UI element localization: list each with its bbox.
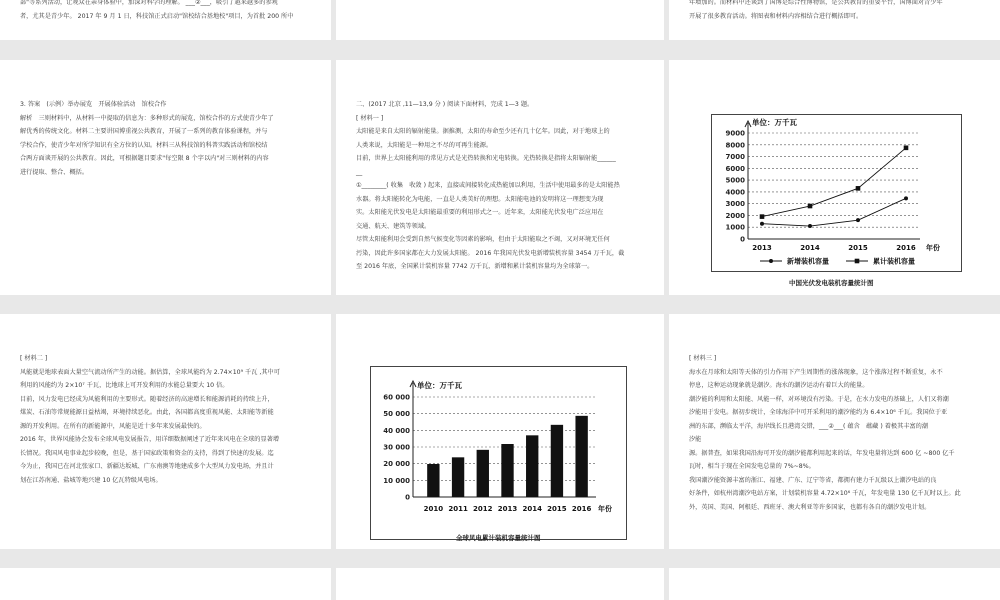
text-line: 污染，因此许多国家都在大力发展太阳能。 2016 年我国光伏发电新增装机容量 3454 万千瓦，截 — [356, 249, 625, 257]
bar — [551, 425, 563, 497]
text-line: 外，英国、美国、阿根廷、西班牙、澳大利亚等许多国家，也都有各自的潮汐发电计划。 — [689, 503, 931, 511]
text-line: 煤炭、石油等常规能源日益枯竭，环境持续恶化。由此，各国都高度重视风能、太阳能等新能 — [20, 409, 274, 416]
bar — [575, 416, 587, 497]
y-tick-label: 30 000 — [383, 443, 410, 452]
y-tick-label: 4000 — [725, 188, 745, 197]
y-axis-label: 单位：万千瓦 — [417, 381, 462, 390]
x-tick-label: 2016 — [896, 244, 916, 252]
solar-chart — [712, 115, 961, 271]
text-line: 利用的风能约为 2×10⁷ 千瓦，比地球上可开发利用的水能总量要大 10 倍。 — [20, 382, 229, 389]
x-tick-label: 2014 — [522, 505, 542, 513]
top-left-text — [20, 0, 293, 23]
y-tick-label: 8000 — [725, 141, 745, 150]
data-point — [760, 214, 765, 219]
bar — [501, 444, 513, 497]
page-panel-wind-chart — [336, 314, 664, 549]
data-point — [808, 204, 813, 209]
legend-label: 新增装机容量 — [787, 257, 829, 266]
data-point — [760, 222, 764, 226]
y-tick-label: 5000 — [725, 176, 745, 185]
text-line: [ 材料一 ] — [356, 114, 384, 122]
text-line: [ 材料二 ] — [20, 355, 48, 362]
page-panel-material-one — [336, 60, 664, 295]
text-line: 目前，世界上太阳能利用的常见方式是光热转换和光电转换。光热转换是指将太阳辐射能______ — [356, 155, 616, 162]
data-point — [904, 196, 908, 200]
text-line: 进行提取、整合、概括。 — [20, 168, 89, 176]
text-line: __ — [356, 168, 363, 176]
x-tick-label: 2014 — [800, 244, 820, 252]
y-tick-label: 50 000 — [383, 410, 410, 419]
wind-chart-frame — [370, 366, 627, 540]
text-line: 人类来说，太阳能是一种用之不尽的可再生能源。 — [356, 141, 493, 149]
material-two-text — [20, 352, 280, 487]
page-panel-bottom-right — [669, 568, 1000, 600]
page-panel-bottom-left — [0, 568, 331, 600]
y-tick-label: 6000 — [725, 164, 745, 173]
text-line: 尽管太阳能利用会受到自然气候变化等因素的影响，但由于太阳能取之不竭，又对环境无任何 — [356, 236, 610, 243]
solar-chart-frame — [711, 114, 962, 272]
text-line: 划在江苏南通、盐城等地兴建 10 亿瓦特级风电场。 — [20, 476, 162, 484]
page-panel-solar-chart — [669, 60, 1000, 295]
y-tick-label: 3000 — [725, 200, 745, 209]
answer-text — [20, 98, 274, 179]
text-line: 源的开发利用。在所有的新能源中，风能是近十多年来发展最快的。 — [20, 422, 206, 430]
bar — [452, 457, 464, 497]
y-tick-label: 20 000 — [383, 460, 410, 469]
legend-marker — [769, 259, 773, 263]
x-tick-label: 2011 — [448, 505, 468, 513]
text-line: 今为止，我国已在河北张家口、新疆达坂城、广东南澳等地建成多个大型风力发电场，并且计 — [20, 463, 274, 470]
page-panel-top-left — [0, 0, 331, 40]
page-panel-bottom-middle — [336, 568, 664, 600]
x-tick-label: 2016 — [571, 505, 592, 513]
x-tick-label: 2013 — [752, 244, 772, 252]
legend-marker — [855, 259, 860, 264]
y-tick-label: 0 — [405, 493, 410, 502]
data-point — [808, 224, 812, 228]
text-line: 汐能 — [689, 436, 702, 443]
text-line: [ 材料三 ] — [689, 355, 717, 362]
text-line: 瓦时，相当于现在全国发电总量的 7%~8%。 — [689, 463, 815, 470]
text-line: 汐能用于发电。据初步统计，全球海洋中可开采利用的潮汐能约为 6.4×10⁶ 千瓦。我国位于亚 — [689, 409, 948, 416]
text-line: 太阳能是来自太阳的辐射能量。据推测，太阳的寿命至少还有几十亿年。因此，对于地球上的 — [356, 128, 610, 135]
page-panel-top-right — [669, 0, 1000, 40]
data-point — [904, 146, 909, 151]
text-line: 二、(2017 北京 ,11—13,9 分 ) 阅读下面材料，完成 1—3 题。 — [356, 101, 534, 108]
material-three-text — [689, 352, 961, 514]
text-line: 交通、航天、建筑等领域。 — [356, 222, 431, 230]
y-tick-label: 7000 — [725, 153, 745, 162]
x-axis-label: 年份 — [926, 244, 940, 252]
text-line: 解析 三则材料中，从材料一中提取的信息为：多种形式的展览，馆校合作的方式使青少年了 — [20, 114, 274, 122]
text-line: 年增加的。而材料中还谈到了国博是综合性博物馆，是公共教育的重要平台，国博面对青少年 — [689, 0, 943, 6]
solar-chart-caption: 中国光伏发电装机容量统计图 — [789, 279, 874, 287]
x-tick-label: 2015 — [848, 244, 868, 252]
y-tick-label: 1000 — [725, 223, 745, 232]
text-line: 开展了很多教育活动。将图表和材料内容相结合进行概括即可。 — [689, 12, 863, 20]
text-line: 学校合作，使青少年对所学知识有全方位的认知。材料三从科技馆的科普实践活动和馆校结 — [20, 141, 268, 149]
text-line: 停息，这种运动现象就是潮汐。海水的潮汐运动有着巨大的能量。 — [689, 382, 869, 389]
series-line — [762, 148, 906, 217]
x-axis-label: 年份 — [598, 505, 612, 513]
text-line: 合两方面谈开展的公共教育。因此，可根据题目要求"每空限 8 个字以内"对三则材料的内容 — [20, 155, 269, 162]
y-axis-label: 单位：万千瓦 — [752, 118, 797, 127]
text-line: 好条件，如杭州湾潮汐电站方案，计划装机容量 4.72×10⁶ 千瓦，年发电量 130 亿千瓦时以上。此 — [689, 490, 961, 497]
data-point — [856, 218, 860, 222]
text-line: 3. 答案 (示例）举办展览 开展体验活动 馆校合作 — [20, 101, 167, 108]
y-tick-label: 9000 — [725, 129, 745, 138]
page-panel-material-three — [669, 314, 1000, 549]
text-line: 部"等系列活动，让观众在亲身体验中，加深对科学的理解。 ___②___，吸引了越来越多的参观 — [20, 0, 278, 6]
text-line: 水器。将太阳能转化为电能，一直是人类美好的理想。太阳能电池的发明将这一理想变为现 — [356, 195, 604, 203]
text-line: 2016 年，世界风能协会发布全球风电发展报告，用详细数据阐述了近年来风电在全球的显著增 — [20, 436, 280, 443]
y-tick-label: 0 — [740, 235, 745, 244]
text-line: ①________( 收集 收敛 ) 起来，直接或间接转化成热能加以利用，生活中使用最多的是太阳能热 — [356, 182, 620, 189]
wind-chart-caption: 全球风电累计装机容量统计图 — [456, 534, 541, 542]
legend-label: 累计装机容量 — [873, 257, 915, 266]
wind-chart — [371, 367, 626, 539]
text-line: 至 2016 年底，全国累计装机容量 7742 万千瓦，新增和累计装机容量均为全球第一。 — [356, 263, 594, 270]
text-line: 长情况。我国风电事业起步较晚，但是，基于国家政策和资金的支持，得到了快速的发展。迄 — [20, 449, 274, 457]
top-right-text — [689, 0, 943, 23]
y-tick-label: 60 000 — [383, 393, 410, 402]
x-tick-label: 2012 — [473, 505, 493, 513]
text-line: 我国潮汐能资源丰富的浙江、福建、广东、辽宁等省，都拥有建力千瓦级以上潮汐电站的良 — [689, 476, 937, 484]
text-line: 源。据普查，如果我国沿海可开发的潮汐能都利用起来的话，年发电量将达到 600 亿 ~800 亿千 — [689, 449, 955, 457]
y-tick-label: 10 000 — [383, 476, 410, 485]
material-one-text — [356, 98, 624, 274]
x-tick-label: 2015 — [547, 505, 567, 513]
y-tick-label: 40 000 — [383, 426, 410, 435]
text-line: 者，尤其是青少年。 2017 年 9 月 1 日，科技馆正式启动"馆校结合基地校"项目，为首批 200 所中 — [20, 12, 294, 20]
bar — [427, 464, 439, 497]
text-line: 海水在月球和太阳等天体的引力作用下产生周期性的涨落现象，这个涨落过程不断重复，永不 — [689, 368, 943, 376]
bar — [526, 435, 538, 497]
data-point — [856, 186, 861, 191]
page-panel-top-middle — [336, 0, 664, 40]
x-tick-label: 2010 — [423, 505, 444, 513]
page-panel-material-two — [0, 314, 331, 549]
text-line: 解优秀的传统文化。材料二主要讲国博重视公共教育，开展了一系列的教育体验课程，并与 — [20, 128, 268, 135]
text-line: 洲的东部，濒临太平洋，海岸线长且港湾交错，___②___( 蕴含 蕴藏 ) 着极其丰富的潮 — [689, 422, 929, 430]
bar — [477, 450, 489, 497]
page-panel-answer — [0, 60, 331, 295]
y-tick-label: 2000 — [725, 211, 745, 220]
text-line: 实。太阳能光伏发电是太阳能最重要的利用形式之一。近年来，太阳能光伏发电广泛应用在 — [356, 209, 604, 216]
text-line: 潮汐能的利用和太阳能、风能一样，对环境没有污染。于是，在水力发电的基础上，人们又将潮 — [689, 395, 949, 403]
text-line: 目前，风力发电已经成为风能利用的主要形式。随着经济的高速增长和能源消耗的持续上升， — [20, 395, 274, 403]
text-line: 风能就是地球表面大量空气流动所产生的动能。据估算，全球风能约为 2.74×10⁹ 千瓦 ,其中可 — [20, 368, 280, 376]
x-tick-label: 2013 — [497, 505, 518, 513]
